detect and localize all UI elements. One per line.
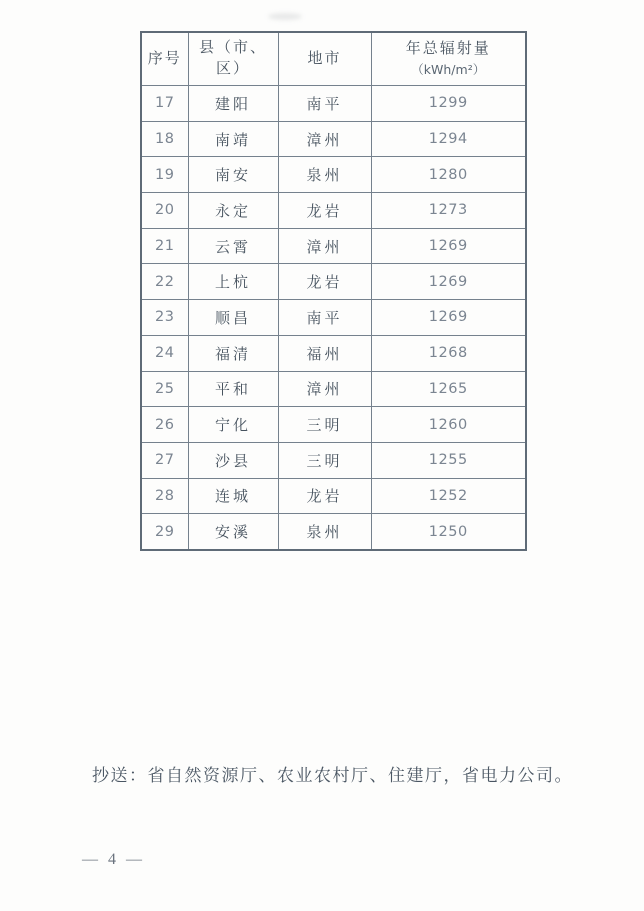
table-header-row [141,32,526,86]
cell-county: 南安 [188,157,278,193]
col-header-county [188,32,278,86]
col-header-radiation-unit: （kWh/m²） [411,61,486,77]
cell-county: 福清 [188,335,278,371]
cell-index: 23 [141,300,188,336]
col-header-index [141,32,188,86]
col-header-radiation [371,32,526,86]
cell-value: 1268 [371,335,526,371]
cell-value: 1269 [371,264,526,300]
cell-county: 云霄 [188,228,278,264]
cell-county: 南靖 [188,121,278,157]
cell-index: 18 [141,121,188,157]
cell-value: 1269 [371,300,526,336]
cell-index: 25 [141,371,188,407]
scan-smudge [268,13,302,20]
cell-value: 1299 [371,86,526,122]
cc-line: 抄送：省自然资源厅、农业农村厅、住建厅，省电力公司。 [92,766,573,785]
cell-city: 福州 [278,335,371,371]
table-row [141,300,526,336]
cell-index: 19 [141,157,188,193]
col-header-city-label: 地市 [307,50,342,67]
table-row [141,442,526,478]
cell-index: 28 [141,478,188,514]
cell-value: 1265 [371,371,526,407]
cell-county: 永定 [188,193,278,229]
cell-county: 上杭 [188,264,278,300]
cell-value: 1252 [371,478,526,514]
table-row [141,157,526,193]
table-row [141,193,526,229]
cell-index: 20 [141,193,188,229]
cell-value: 1255 [371,442,526,478]
cell-city: 泉州 [278,514,371,550]
table-row [141,335,526,371]
cell-index: 21 [141,228,188,264]
cell-index: 27 [141,442,188,478]
cell-city: 三明 [278,442,371,478]
cell-county: 沙县 [188,442,278,478]
table-row [141,121,526,157]
table-row [141,86,526,122]
page-number: — 4 — [82,851,145,868]
cell-city: 龙岩 [278,193,371,229]
cell-index: 22 [141,264,188,300]
cell-city: 漳州 [278,121,371,157]
cell-city: 三明 [278,407,371,443]
cell-city: 龙岩 [278,478,371,514]
cell-city: 南平 [278,86,371,122]
col-header-city [278,32,371,86]
cell-value: 1294 [371,121,526,157]
table-row [141,264,526,300]
cell-value: 1250 [371,514,526,550]
radiation-table [140,31,527,551]
table-row [141,371,526,407]
cell-city: 南平 [278,300,371,336]
cell-index: 17 [141,86,188,122]
cell-value: 1273 [371,193,526,229]
table-row [141,407,526,443]
cell-county: 平和 [188,371,278,407]
cell-city: 泉州 [278,157,371,193]
cell-index: 29 [141,514,188,550]
table-row [141,514,526,550]
table-row [141,478,526,514]
col-header-radiation-label: 年总辐射量 [405,40,491,57]
cell-county: 建阳 [188,86,278,122]
cell-value: 1269 [371,228,526,264]
cell-county: 安溪 [188,514,278,550]
col-header-index-label: 序号 [147,50,182,67]
cell-index: 24 [141,335,188,371]
cell-city: 龙岩 [278,264,371,300]
cell-county: 顺昌 [188,300,278,336]
cell-county: 宁化 [188,407,278,443]
col-header-county-label: 县（市、区） [198,40,267,77]
table-row [141,228,526,264]
cell-value: 1260 [371,407,526,443]
cell-value: 1280 [371,157,526,193]
cell-index: 26 [141,407,188,443]
cell-county: 连城 [188,478,278,514]
cell-city: 漳州 [278,228,371,264]
cell-city: 漳州 [278,371,371,407]
